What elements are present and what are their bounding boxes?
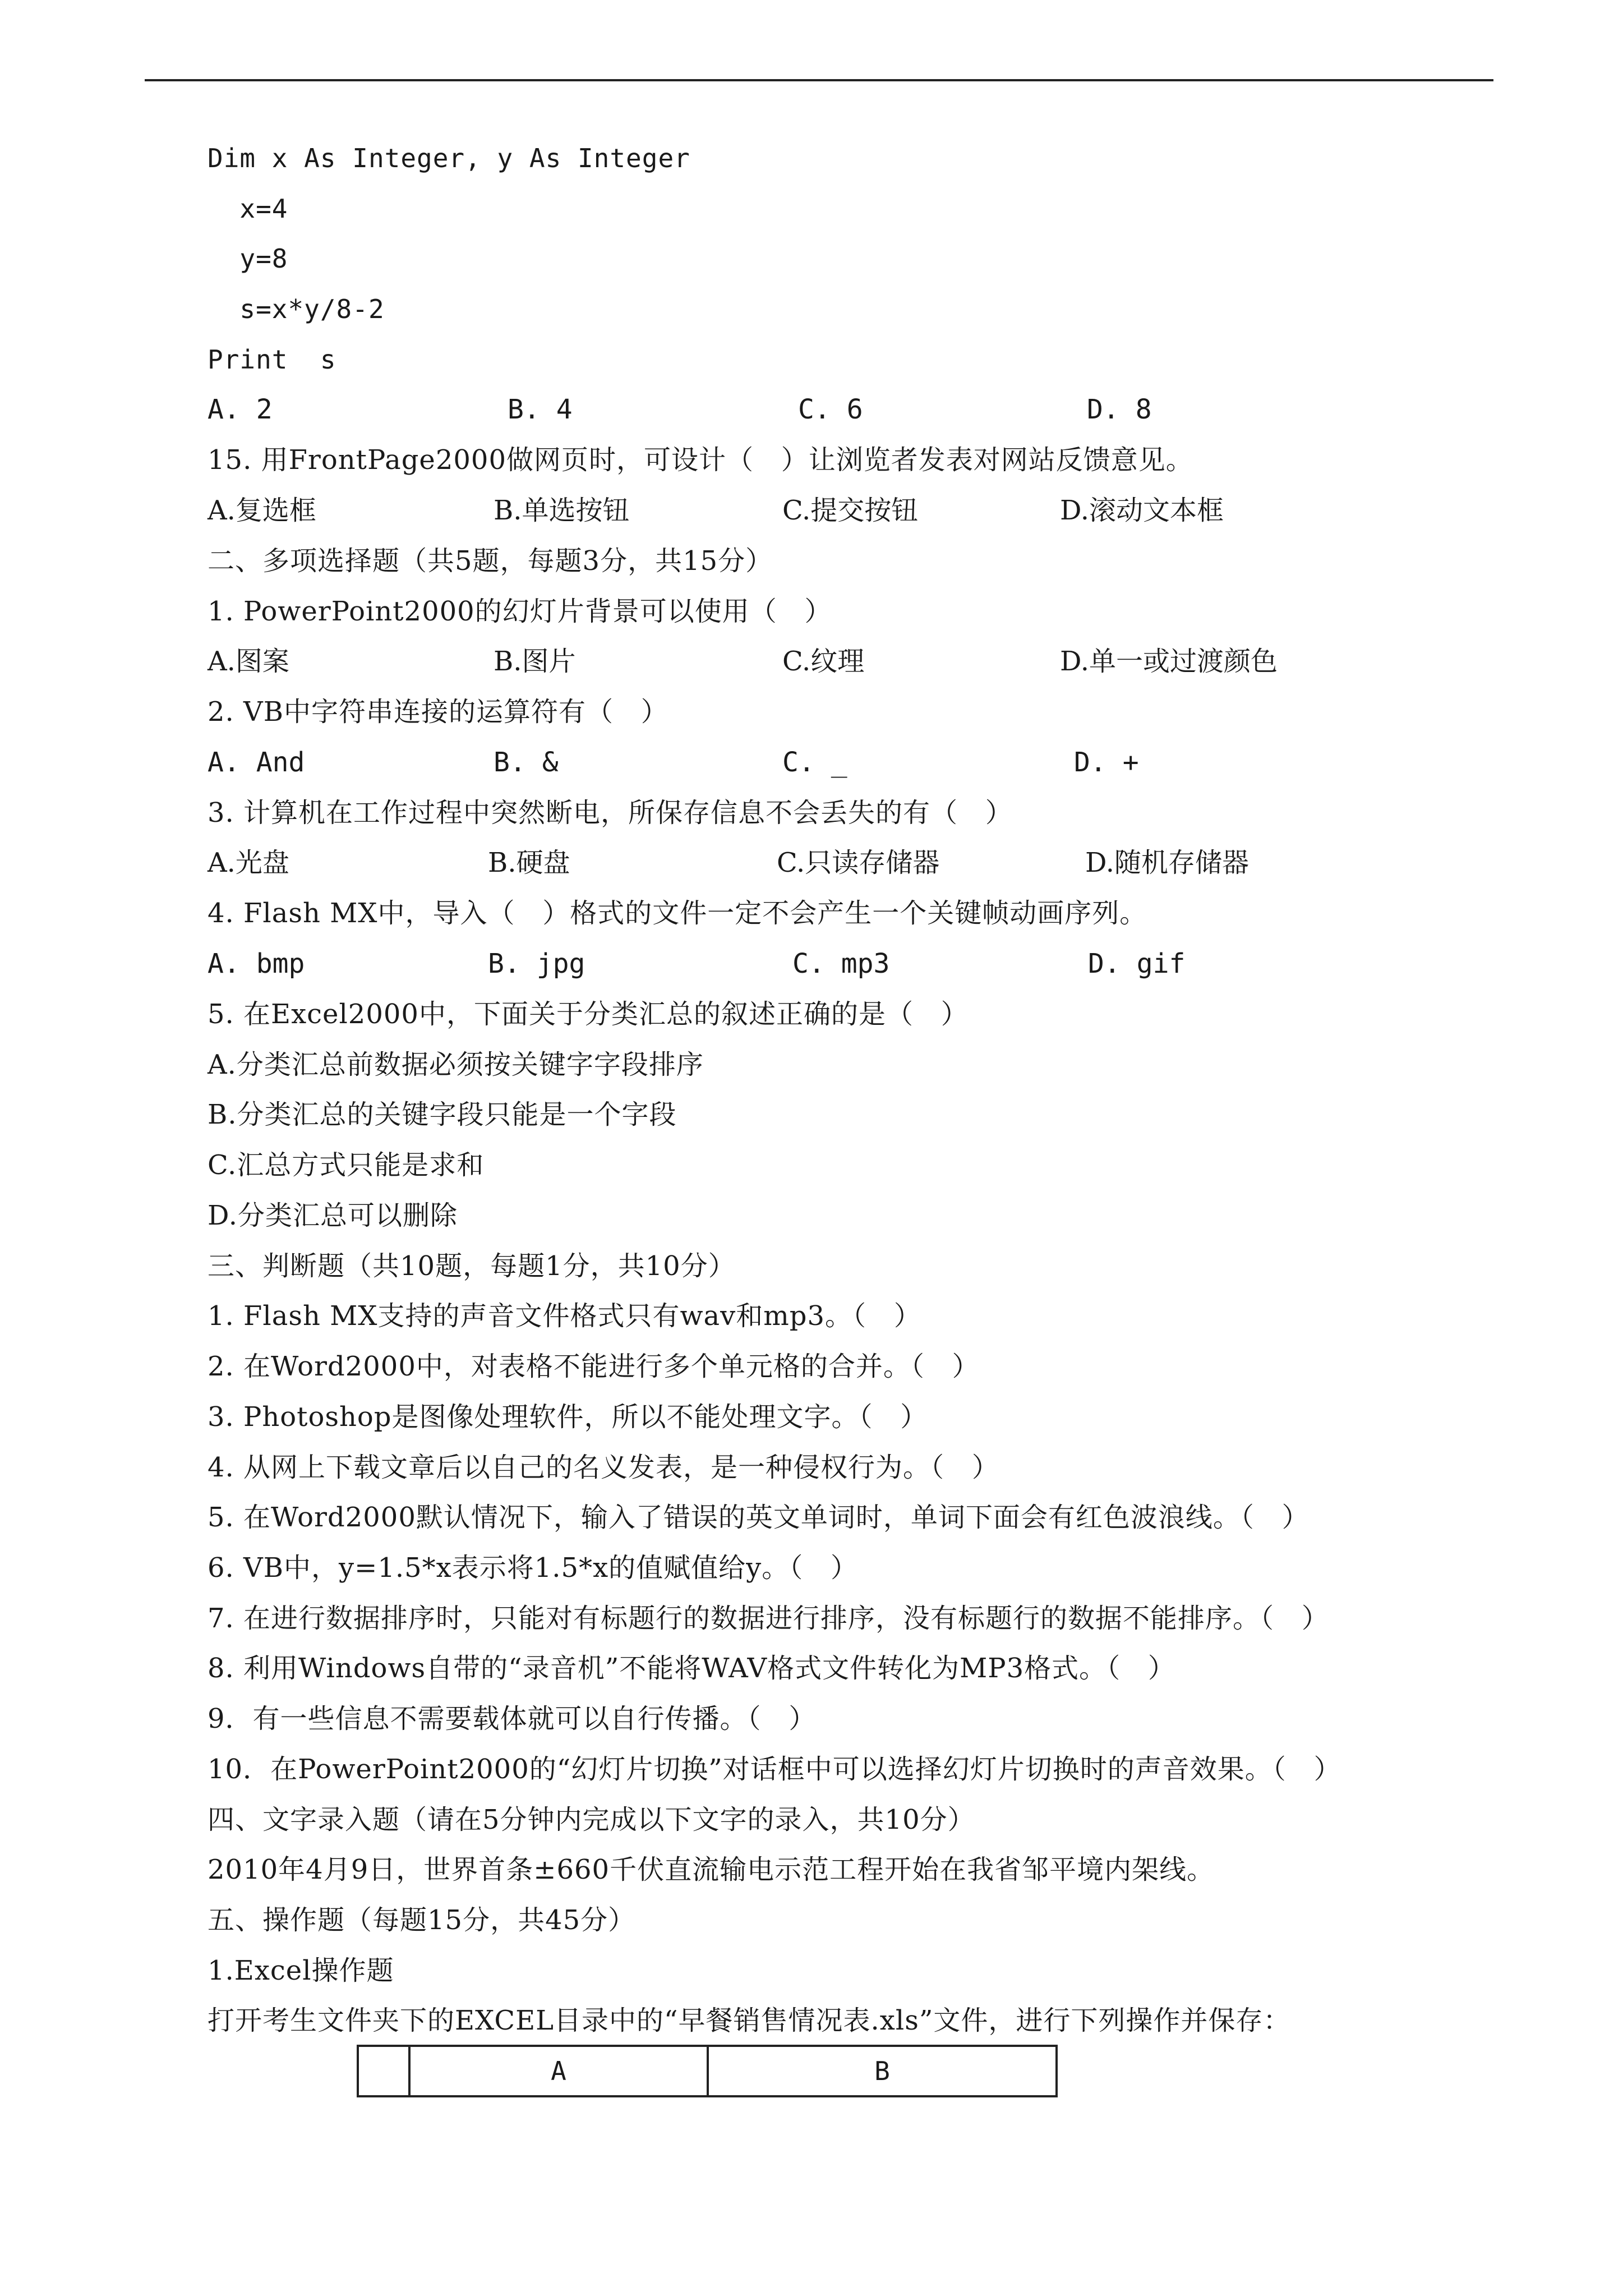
option-a: A. 2 (208, 394, 273, 425)
option-a: A.分类汇总前数据必须按关键字字段排序 (208, 1049, 704, 1080)
option-d: D. + (1074, 747, 1139, 778)
option-b: B. jpg (488, 948, 585, 979)
option-c: C. 6 (798, 394, 863, 425)
judgement-item: 3. Photoshop是图像处理软件，所以不能处理文字。（ ） (208, 1401, 928, 1433)
option-a: A. And (208, 747, 305, 778)
question-stem: 15. 用FrontPage2000做网页时，可设计（ ）让浏览者发表对网站反馈意见。 (208, 444, 1193, 476)
instruction-text: 打开考生文件夹下的EXCEL目录中的“早餐销售情况表.xls”文件，进行下列操作并保存： (208, 2005, 1291, 2036)
option-c: C.提交按钮 (782, 495, 919, 526)
option-d: D. 8 (1087, 394, 1152, 425)
option-c: C.汇总方式只能是求和 (208, 1149, 485, 1181)
section-title: 四、文字录入题（请在5分钟内完成以下文字的录入，共10分） (208, 1804, 975, 1835)
excel-table (357, 2045, 1058, 2097)
option-b: B.单选按钮 (494, 495, 630, 526)
section-title: 二、多项选择题（共5题，每题3分，共15分） (208, 545, 773, 577)
option-a: A.图案 (208, 646, 289, 677)
option-c: C. _ (782, 747, 847, 778)
question-stem: 1. PowerPoint2000的幻灯片背景可以使用（ ） (208, 596, 832, 627)
option-a: A.复选框 (208, 495, 316, 526)
question-stem: 4. Flash MX中，导入（ ）格式的文件一定不会产生一个关键帧动画序列。 (208, 898, 1147, 929)
table-header-cell: B (708, 2046, 1057, 2096)
judgement-item: 2. 在Word2000中，对表格不能进行多个单元格的合并。（ ） (208, 1351, 980, 1382)
code-line: s=x*y/8-2 (208, 294, 385, 324)
table-header-cell (358, 2046, 409, 2096)
code-line: Dim x As Integer, y As Integer (208, 143, 690, 173)
option-c: C. mp3 (792, 948, 890, 979)
option-b: B. & (494, 747, 559, 778)
option-b: B.图片 (494, 646, 576, 677)
section-title: 三、判断题（共10题，每题1分，共10分） (208, 1250, 736, 1282)
judgement-item: 4. 从网上下载文章后以自己的名义发表，是一种侵权行为。（ ） (208, 1452, 999, 1483)
question-stem: 5. 在Excel2000中，下面关于分类汇总的叙述正确的是（ ） (208, 999, 969, 1030)
option-d: D.分类汇总可以删除 (208, 1200, 458, 1231)
option-c: C.纹理 (782, 646, 865, 677)
option-d: D.滚动文本框 (1060, 495, 1224, 526)
option-b: B.分类汇总的关键字段只能是一个字段 (208, 1099, 677, 1130)
judgement-item: 9．有一些信息不需要载体就可以自行传播。（ ） (208, 1703, 817, 1734)
judgement-item: 1. Flash MX支持的声音文件格式只有wav和mp3。（ ） (208, 1300, 921, 1332)
question-stem: 2. VB中字符串连接的运算符有（ ） (208, 696, 668, 728)
judgement-item: 5. 在Word2000默认情况下，输入了错误的英文单词时，单词下面会有红色波浪线。（ ） (208, 1502, 1310, 1533)
code-line: x=4 (208, 194, 288, 224)
table-row (358, 2046, 1057, 2096)
judgement-item: 8. 利用Windows自带的“录音机”不能将WAV格式文件转化为MP3格式。（ ） (208, 1653, 1175, 1684)
option-b: B.硬盘 (488, 847, 570, 878)
question-stem: 3. 计算机在工作过程中突然断电，所保存信息不会丢失的有（ ） (208, 797, 1013, 829)
option-d: D.单一或过渡颜色 (1060, 646, 1278, 677)
option-a: A. bmp (208, 948, 305, 979)
option-d: D.随机存储器 (1085, 847, 1249, 878)
option-c: C.只读存储器 (777, 847, 940, 878)
option-b: B. 4 (508, 394, 573, 425)
option-d: D. gif (1088, 948, 1186, 979)
code-line: y=8 (208, 243, 288, 274)
judgement-item: 7. 在进行数据排序时，只能对有标题行的数据进行排序，没有标题行的数据不能排序。（ ） (208, 1603, 1329, 1634)
judgement-item: 10．在PowerPoint2000的“幻灯片切换”对话框中可以选择幻灯片切换时的声音效果。（ ） (208, 1754, 1341, 1785)
sub-question-title: 1.Excel操作题 (208, 1955, 394, 1986)
code-line: Print s (208, 344, 336, 375)
typing-text: 2010年4月9日，世界首条±660千伏直流输电示范工程开始在我省邹平境内架线。 (208, 1854, 1215, 1885)
option-a: A.光盘 (208, 847, 289, 878)
judgement-item: 6. VB中，y=1.5*x表示将1.5*x的值赋值给y。（ ） (208, 1552, 859, 1584)
section-title: 五、操作题（每题15分，共45分） (208, 1904, 636, 1936)
header-rule (145, 79, 1493, 81)
table-header-cell: A (409, 2046, 708, 2096)
